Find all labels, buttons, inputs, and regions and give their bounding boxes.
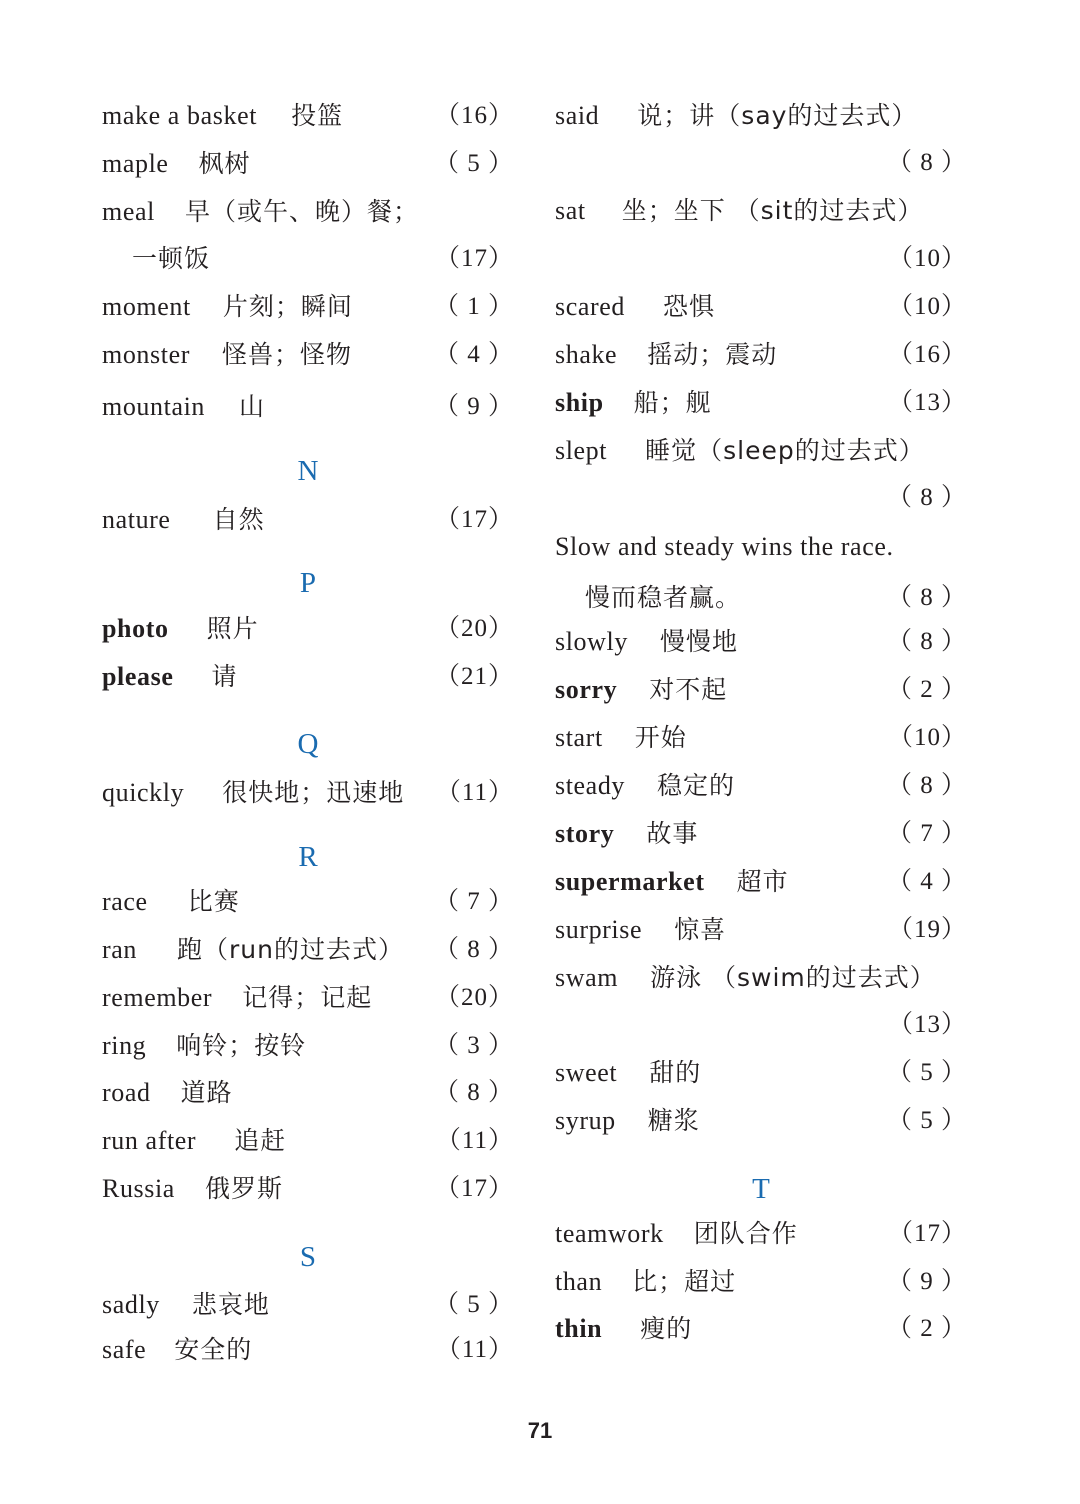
entry-unit: （ 3 ） [433,1032,514,1059]
entry-unit: （16） [434,102,514,129]
entry-word: ring [102,1031,147,1060]
glossary-entry [555,1262,967,1302]
glossary-entry [102,882,514,922]
entry-word: ship [555,388,604,417]
entry-unit: （ 8 ） [886,584,967,611]
entry-meaning: 团队合作 [693,1219,798,1248]
entry-word: maple [102,149,169,178]
glossary-entry [555,527,967,567]
entry-unit: （17） [434,1175,514,1202]
entry-unit: （ 1 ） [433,293,514,320]
entry-word: photo [102,614,169,643]
glossary-entry [555,1214,967,1254]
section-letter-n: N [297,455,319,487]
glossary-entry [102,978,514,1018]
glossary-entry [555,1053,967,1093]
entry-meaning: 睡觉（sleep的过去式） [645,436,925,465]
glossary-entry [102,1073,514,1113]
entry-word: mountain [102,392,206,421]
glossary-entry [555,335,967,375]
entry-meaning: 枫树 [198,149,251,178]
entry-unit: （ 5 ） [886,1107,967,1134]
glossary-entry [102,1330,514,1370]
entry-meaning: 一顿饭 [132,244,211,273]
glossary-entry [555,191,967,231]
entry-unit: （20） [434,984,514,1011]
entry-meaning: 响铃；按铃 [176,1031,307,1060]
glossary-entry [555,814,967,854]
entry-meaning: 慢慢地 [659,627,738,656]
entry-unit: （16） [887,341,967,368]
entry-meaning: 比赛 [187,887,240,916]
entry-word: thin [555,1314,603,1343]
entry-meaning: 摇动；震动 [647,340,778,369]
entry-unit: （ 2 ） [886,1315,967,1342]
entry-meaning: 追赶 [234,1126,287,1155]
entry-unit: （11） [435,1336,514,1363]
section-letter-t: T [752,1173,770,1205]
entry-meaning: 山 [239,392,266,421]
glossary-entry [555,431,967,471]
entry-unit: （17） [434,245,514,272]
entry-meaning: 自然 [212,505,265,534]
entry-meaning: 早（或午、晚）餐； [184,197,419,226]
entry-unit: （13） [887,389,967,416]
entry-unit: （11） [435,779,514,806]
glossary-entry-continued [555,143,967,183]
entry-word: story [555,819,615,848]
entry-meaning: 片刻；瞬间 [222,292,353,321]
entry-meaning: 稳定的 [657,771,736,800]
entry-word: than [555,1267,603,1296]
entry-word: scared [555,292,625,321]
entry-unit: （17） [434,506,514,533]
entry-unit: （17） [887,1220,967,1247]
glossary-entry-continued [555,239,967,279]
entry-unit: （ 5 ） [433,1291,514,1318]
entry-word: remember [102,983,213,1012]
entry-unit: （10） [887,724,967,751]
entry-meaning: 游泳 （swim的过去式） [650,963,936,992]
entry-word: meal [102,197,155,226]
entry-meaning: 请 [211,662,238,691]
entry-word: sorry [555,675,618,704]
entry-meaning: 对不起 [649,675,728,704]
entry-unit: （ 8 ） [886,628,967,655]
entry-meaning: 道路 [180,1078,233,1107]
entry-meaning: 跑（run的过去式） [177,935,404,964]
entry-meaning: 坐；坐下 （sit的过去式） [621,196,924,225]
entry-unit: （ 7 ） [433,888,514,915]
glossary-entry [102,335,514,375]
entry-meaning: 慢而稳者赢。 [585,583,742,612]
glossary-entry [102,144,514,184]
entry-word: surprise [555,915,643,944]
entry-word: nature [102,505,171,534]
glossary-entry [555,670,967,710]
entry-meaning: 记得；记起 [242,983,373,1012]
entry-meaning: 故事 [646,819,699,848]
glossary-entry [555,862,967,902]
glossary-entry [555,718,967,758]
entry-meaning: 船；舰 [633,388,712,417]
glossary-entry [555,1101,967,1141]
entry-word: syrup [555,1106,616,1135]
entry-word: teamwork [555,1219,664,1248]
entry-unit: （ 8 ） [433,936,514,963]
entry-word: quickly [102,778,185,807]
glossary-entry [555,96,967,136]
entry-meaning: 瘦的 [640,1314,693,1343]
entry-word: steady [555,771,626,800]
section-letter-p: P [299,567,317,599]
entry-word: road [102,1078,151,1107]
glossary-entry [555,766,967,806]
entry-word: make a basket [102,101,258,130]
entry-unit: （ 9 ） [433,393,514,420]
page-number: 71 [527,1418,553,1443]
glossary-entry-continued [555,478,967,518]
entry-meaning: 悲哀地 [191,1290,270,1319]
entry-unit: （13） [887,1011,967,1038]
glossary-entry [102,387,514,427]
glossary-entry [102,1026,514,1066]
entry-unit: （ 8 ） [433,1079,514,1106]
glossary-entry-continued [102,239,514,279]
glossary-entry [102,1169,514,1209]
entry-unit: （21） [434,663,514,690]
entry-word: moment [102,292,191,321]
entry-unit: （10） [887,245,967,272]
entry-unit: （ 5 ） [886,1059,967,1086]
entry-word: Slow and steady wins the race. [555,532,894,561]
entry-meaning: 超市 [736,867,789,896]
entry-meaning: 比；超过 [632,1267,737,1296]
glossary-entry [102,500,514,540]
glossary-entry [102,657,514,697]
entry-word: monster [102,340,190,369]
entry-word: race [102,887,148,916]
entry-unit: （20） [434,615,514,642]
entry-word: slowly [555,627,628,656]
glossary-entry [555,910,967,950]
glossary-entry [102,1285,514,1325]
entry-word: sat [555,196,586,225]
glossary-entry-continued [555,578,967,618]
section-letter-s: S [299,1241,317,1273]
entry-unit: （ 8 ） [886,484,967,511]
glossary-entry-continued [555,1005,967,1045]
entry-meaning: 恐惧 [663,292,716,321]
entry-meaning: 很快地；迅速地 [222,778,405,807]
glossary-entry [555,383,967,423]
entry-word: swam [555,963,619,992]
entry-meaning: 照片 [206,614,259,643]
entry-word: supermarket [555,867,705,896]
glossary-entry [102,930,514,970]
entry-word: safe [102,1335,147,1364]
glossary-entry [102,287,514,327]
glossary-entry [102,1121,514,1161]
section-letter-q: Q [297,728,319,760]
glossary-entry [102,192,514,232]
entry-unit: （ 8 ） [886,149,967,176]
section-letter-r: R [298,841,318,873]
glossary-entry [555,287,967,327]
entry-unit: （10） [887,293,967,320]
entry-word: said [555,101,600,130]
entry-meaning: 糖浆 [647,1106,700,1135]
glossary-entry [102,609,514,649]
entry-unit: （ 4 ） [886,868,967,895]
entry-meaning: 说；讲（say的过去式） [637,101,918,130]
glossary-entry [555,1309,967,1349]
entry-word: start [555,723,603,752]
entry-meaning: 怪兽；怪物 [221,340,352,369]
entry-unit: （ 9 ） [886,1268,967,1295]
entry-meaning: 开始 [634,723,687,752]
glossary-entry [555,622,967,662]
entry-word: please [102,662,174,691]
glossary-entry [102,773,514,813]
entry-word: sadly [102,1290,160,1319]
entry-meaning: 惊喜 [674,915,727,944]
entry-meaning: 投篮 [291,101,344,130]
entry-unit: （ 2 ） [886,676,967,703]
entry-unit: （ 4 ） [433,341,514,368]
entry-word: shake [555,340,618,369]
entry-unit: （ 7 ） [886,820,967,847]
entry-word: run after [102,1126,197,1155]
entry-unit: （11） [435,1127,514,1154]
entry-word: slept [555,436,608,465]
glossary-entry [555,958,967,998]
entry-meaning: 安全的 [174,1335,253,1364]
entry-meaning: 俄罗斯 [204,1174,283,1203]
entry-unit: （19） [887,916,967,943]
entry-meaning: 甜的 [649,1058,702,1087]
glossary-entry [102,96,514,136]
entry-unit: （ 8 ） [886,772,967,799]
entry-word: sweet [555,1058,618,1087]
entry-unit: （ 5 ） [433,150,514,177]
entry-word: Russia [102,1174,175,1203]
entry-word: ran [102,935,137,964]
